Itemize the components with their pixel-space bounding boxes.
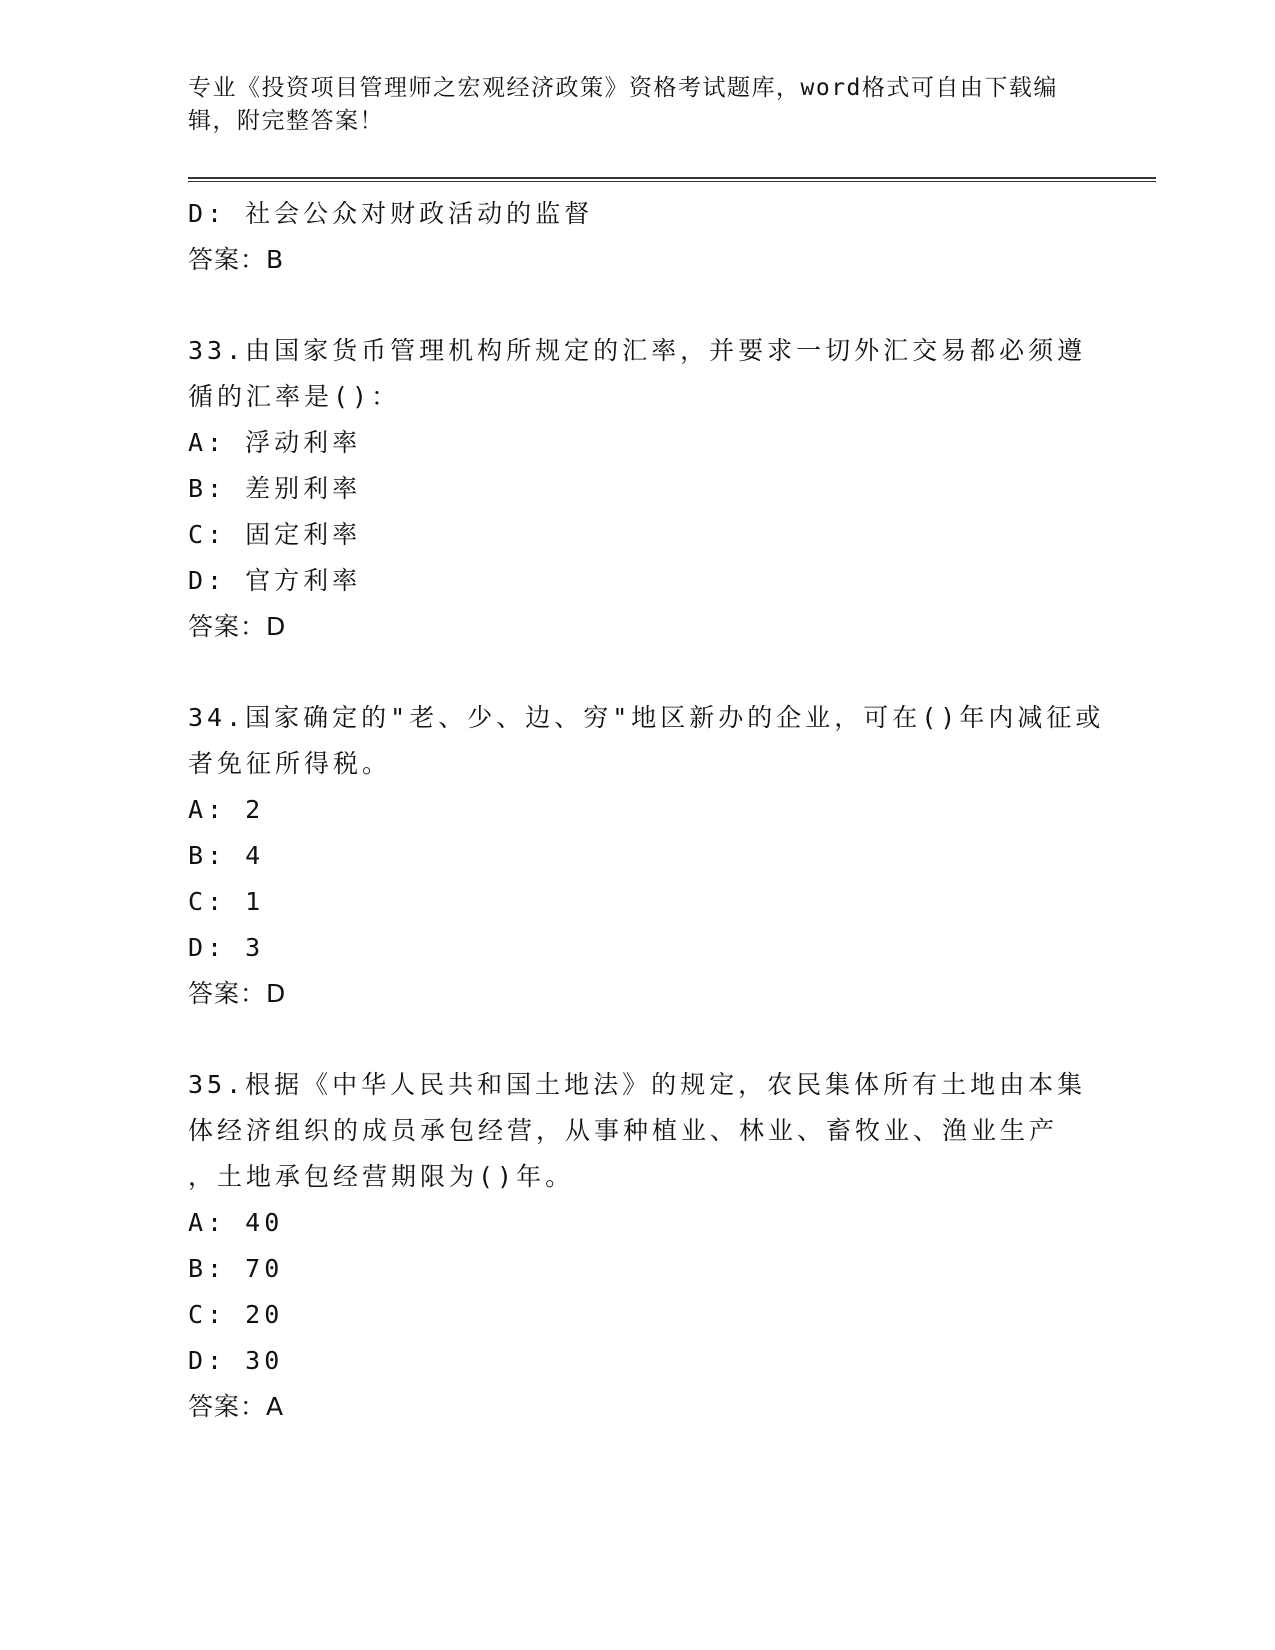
option-c: C: 固定利率: [188, 520, 362, 549]
question-35: [188, 1062, 1088, 1430]
option-c: C: 20: [188, 1300, 284, 1329]
header-line-2: 辑，附完整答案！: [188, 108, 384, 134]
document-header: [188, 72, 1088, 138]
question-text-line-2: 者免征所得税。: [188, 749, 392, 778]
question-33: [188, 328, 1088, 650]
option-b: B: 差别利率: [188, 474, 362, 503]
question-text-line-1: 34.国家确定的"老、少、边、穷"地区新办的企业，可在()年内减征或: [188, 703, 1105, 732]
question-text-line-1: 33.由国家货币管理机构所规定的汇率，并要求一切外汇交易都必须遵: [188, 336, 1087, 365]
question-text-line-2: 循的汇率是()：: [188, 382, 401, 411]
answer: 答案：B: [188, 245, 285, 274]
header-divider: [188, 177, 1156, 182]
question-text-line-1: 35.根据《中华人民共和国土地法》的规定，农民集体所有土地由本集: [188, 1070, 1087, 1099]
header-line-1: 专业《投资项目管理师之宏观经济政策》资格考试题库，word格式可自由下载编: [188, 75, 1058, 101]
option-b: B: 4: [188, 841, 265, 870]
answer: 答案：D: [188, 979, 287, 1008]
question-text-line-2: 体经济组织的成员承包经营，从事种植业、林业、畜牧业、渔业生产: [188, 1116, 1059, 1145]
option-a: A: 2: [188, 795, 265, 824]
option-a: A: 40: [188, 1208, 284, 1237]
question-text-line-3: ，土地承包经营期限为()年。: [188, 1162, 575, 1191]
option-d: D: 3: [188, 933, 265, 962]
previous-question-tail: [188, 191, 1088, 283]
answer: 答案：A: [188, 1392, 285, 1421]
answer: 答案：D: [188, 612, 287, 641]
option-d: D: 社会公众对财政活动的监督: [188, 199, 594, 228]
option-c: C: 1: [188, 887, 265, 916]
option-a: A: 浮动利率: [188, 428, 362, 457]
question-34: [188, 695, 1105, 1017]
option-d: D: 30: [188, 1346, 284, 1375]
option-d: D: 官方利率: [188, 566, 362, 595]
document-content: [188, 191, 1105, 1430]
option-b: B: 70: [188, 1254, 284, 1283]
